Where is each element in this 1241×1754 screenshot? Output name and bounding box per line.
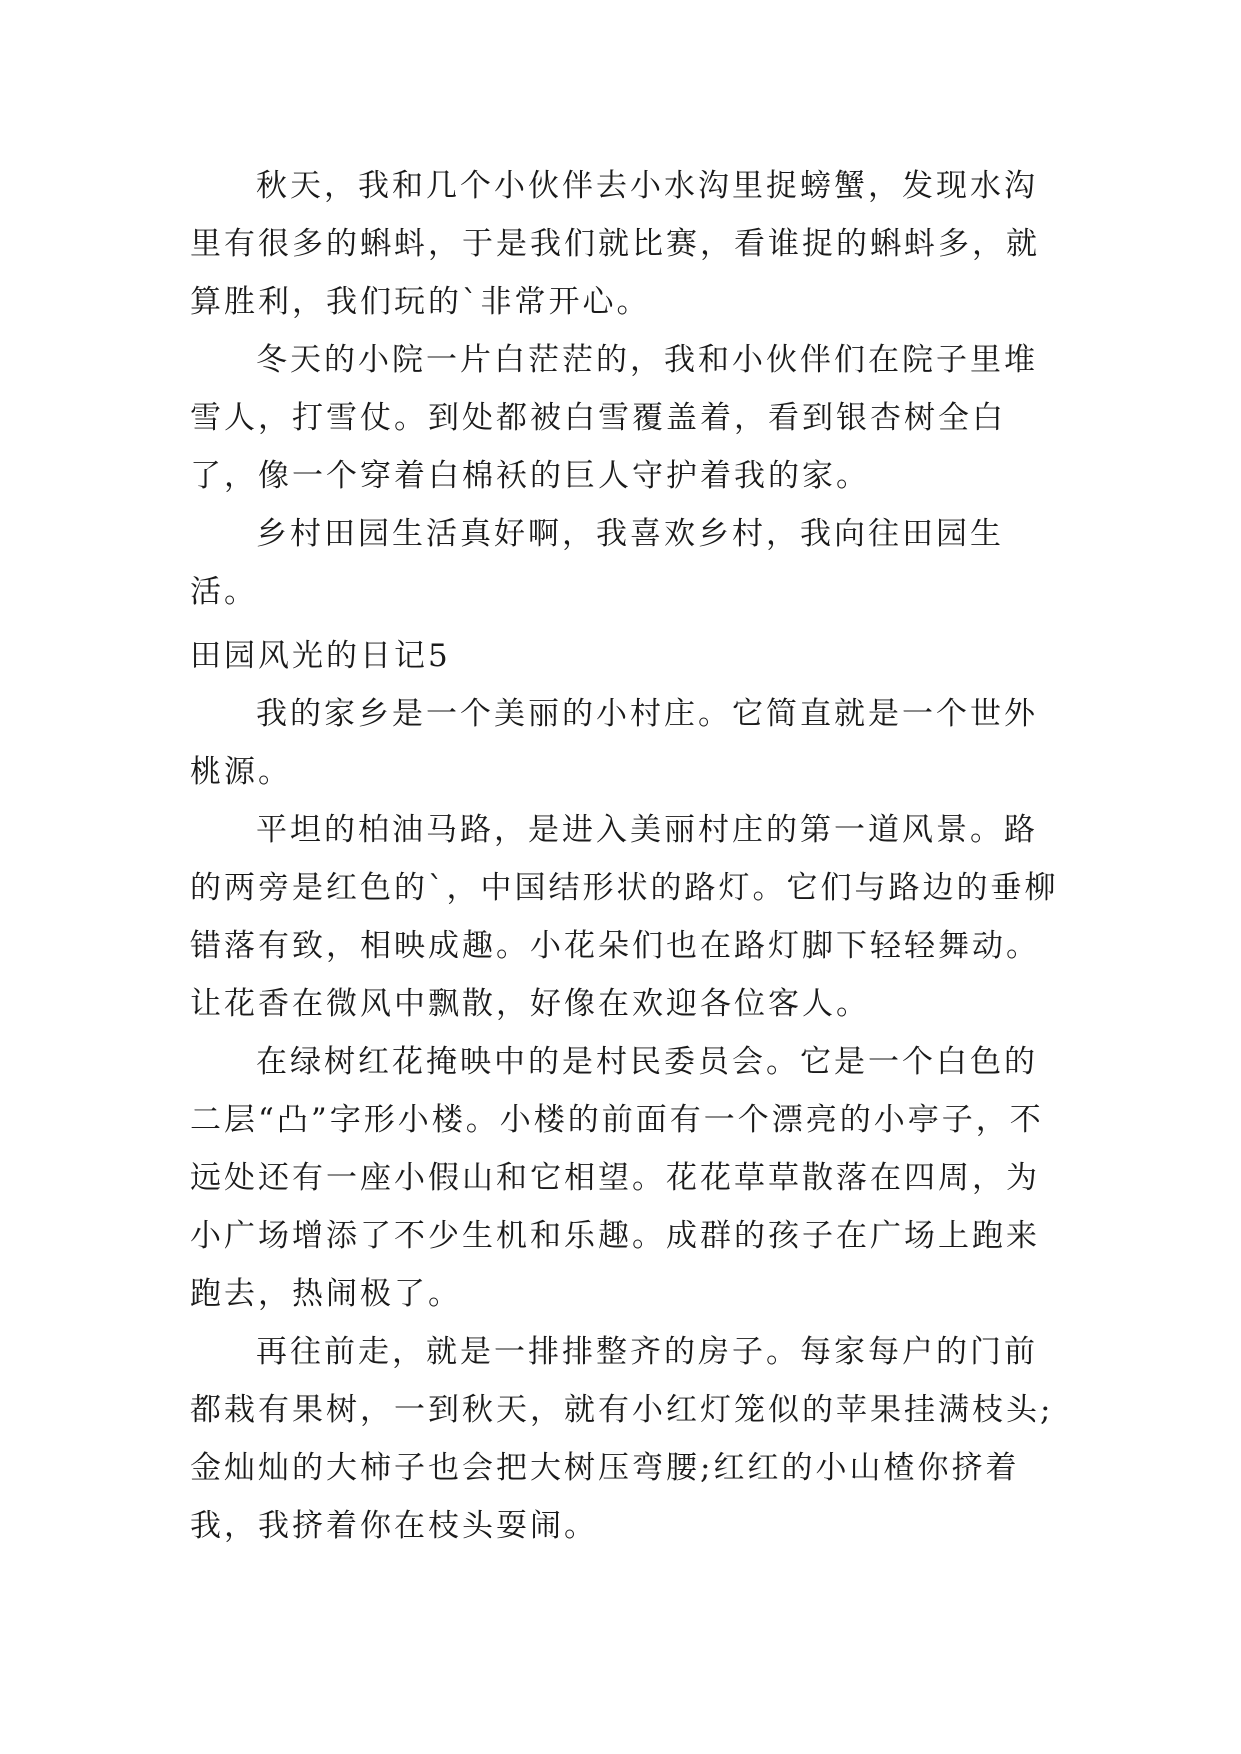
- paragraph-winter: 冬天的小院一片白茫茫的，我和小伙伴们在院子里堆雪人，打雪仗。到处都被白雪覆盖着，看到银杏树全白了，像一个穿着白棉袄的巨人守护着我的家。: [190, 342, 1038, 494]
- paragraph-road: 平坦的柏油马路，是进入美丽村庄的第一道风景。路的两旁是红色的`，中国结形状的路灯。它们与路边的垂柳错落有致，相映成趣。小花朵们也在路灯脚下轻轻舞动。让花香在微风中飘散，好像在欢迎各位客人。: [190, 812, 1059, 1022]
- paragraph-autumn: 秋天，我和几个小伙伴去小水沟里捉螃蟹，发现水沟里有很多的蝌蚪，于是我们就比赛，看谁捉的蝌蚪多，就算胜利，我们玩的`非常开心。: [190, 168, 1040, 320]
- paragraph-houses: 再往前走，就是一排排整齐的房子。每家每户的门前都栽有果树，一到秋天，就有小红灯笼似的苹果挂满枝头;金灿灿的大柿子也会把大树压弯腰;红红的小山楂你挤着我，我挤着你在枝头耍闹。: [190, 1334, 1054, 1544]
- section-diary-5: [190, 627, 1060, 1555]
- paragraph-intro: 我的家乡是一个美丽的小村庄。它简直就是一个世外桃源。: [190, 696, 1038, 790]
- paragraph-village-committee: 在绿树红花掩映中的是村民委员会。它是一个白色的二层“凸”字形小楼。小楼的前面有一个漂亮的小亭子，不远处还有一座小假山和它相望。花花草草散落在四周，为小广场增添了不少生机和乐趣。成群的孩子在广场上跑来跑去，热闹极了。: [190, 1044, 1044, 1312]
- paragraph-conclusion: 乡村田园生活真好啊，我喜欢乡村，我向往田园生活。: [190, 516, 1004, 610]
- section-title: 田园风光的日记5: [190, 638, 451, 674]
- section-before: [190, 157, 1060, 621]
